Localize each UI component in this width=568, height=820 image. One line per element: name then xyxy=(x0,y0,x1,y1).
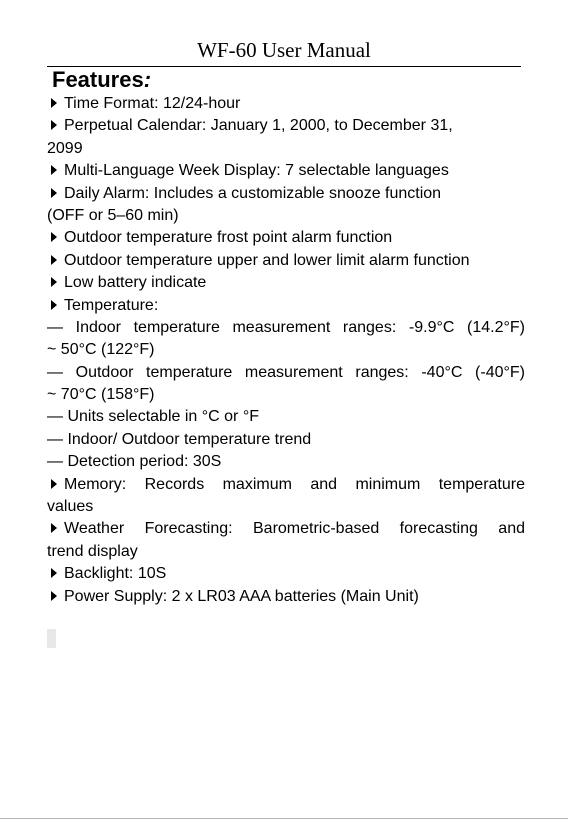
list-item-text: (OFF or 5–60 min) xyxy=(47,206,179,224)
list-item xyxy=(47,115,525,137)
bullet-icon xyxy=(51,523,57,533)
list-item xyxy=(47,160,525,182)
list-item-text: Memory: Records maximum and minimum temperature xyxy=(64,475,525,493)
list-item-text: ~ 50°C (122°F) xyxy=(47,341,155,359)
bullet-icon xyxy=(51,479,57,489)
bullet-icon xyxy=(51,120,57,130)
page-title: WF-60 User Manual xyxy=(197,38,371,62)
list-item-continuation xyxy=(47,541,525,563)
list-item-text: Low battery indicate xyxy=(64,274,207,292)
list-item xyxy=(47,474,525,496)
sub-item-continuation xyxy=(47,384,525,406)
list-item-text: Weather Forecasting: Barometric-based forecasting and xyxy=(64,520,525,538)
list-item-text: Backlight: 10S xyxy=(64,565,167,583)
features-list xyxy=(47,93,525,608)
list-item xyxy=(47,272,525,294)
list-item-text: Detection period: 30S xyxy=(67,453,222,471)
bullet-icon xyxy=(51,165,57,175)
list-item xyxy=(47,586,525,608)
dash-icon: — xyxy=(47,363,63,381)
sub-item xyxy=(47,317,525,339)
bullet-icon xyxy=(51,277,57,287)
list-item-continuation xyxy=(47,496,525,518)
bullet-icon xyxy=(51,188,57,198)
bullet-icon xyxy=(51,591,57,601)
features-heading-text: Features xyxy=(52,67,144,92)
list-item-text: Time Format: 12/24-hour xyxy=(64,95,241,112)
sub-item xyxy=(47,362,525,384)
dash-icon: — xyxy=(47,318,63,336)
list-item-text: Temperature: xyxy=(64,296,159,314)
bullet-icon xyxy=(51,98,57,108)
dash-icon: — xyxy=(47,453,63,471)
list-item xyxy=(47,183,525,205)
features-heading xyxy=(52,66,151,94)
sub-item xyxy=(47,451,525,473)
bullet-icon xyxy=(51,232,57,242)
list-item xyxy=(47,518,525,540)
list-item-text: Perpetual Calendar: January 1, 2000, to December 31, xyxy=(64,117,453,135)
dash-icon: — xyxy=(47,430,63,448)
list-item xyxy=(47,227,525,249)
footer-divider xyxy=(0,818,568,819)
list-item-text: Units selectable in °C or °F xyxy=(67,408,259,426)
list-item-text: Multi-Language Week Display: 7 selectable languages xyxy=(64,162,449,180)
list-item-continuation xyxy=(47,138,525,160)
list-item xyxy=(47,295,525,317)
list-item xyxy=(47,250,525,272)
list-item-continuation xyxy=(47,205,525,227)
list-item-text: Indoor temperature measurement ranges: -9.9°C (14.2°F) xyxy=(75,318,525,336)
list-item-text: values xyxy=(47,498,94,516)
blank-placeholder xyxy=(47,629,56,648)
list-item-text: Daily Alarm: Includes a customizable snooze function xyxy=(64,184,442,202)
sub-item xyxy=(47,429,525,451)
sub-item xyxy=(47,406,525,428)
bullet-icon xyxy=(51,255,57,265)
list-item-text: ~ 70°C (158°F) xyxy=(47,386,155,404)
list-item-text: Outdoor temperature measurement ranges: -40°C (-40°F) xyxy=(75,363,525,381)
list-item-text: Indoor/ Outdoor temperature trend xyxy=(67,430,312,448)
list-item-text: Power Supply: 2 x LR03 AAA batteries (Main Unit) xyxy=(64,587,419,605)
list-item-text: 2099 xyxy=(47,139,83,157)
sub-item-continuation xyxy=(47,339,525,361)
list-item-text: trend display xyxy=(47,542,138,560)
bullet-icon xyxy=(51,300,57,310)
bullet-icon xyxy=(51,568,57,578)
features-heading-colon: : xyxy=(143,67,152,92)
list-item-text: Outdoor temperature upper and lower limit alarm function xyxy=(64,251,470,269)
list-item xyxy=(47,93,525,115)
list-item-text: Outdoor temperature frost point alarm function xyxy=(64,229,393,247)
dash-icon: — xyxy=(47,408,63,426)
list-item xyxy=(47,563,525,585)
